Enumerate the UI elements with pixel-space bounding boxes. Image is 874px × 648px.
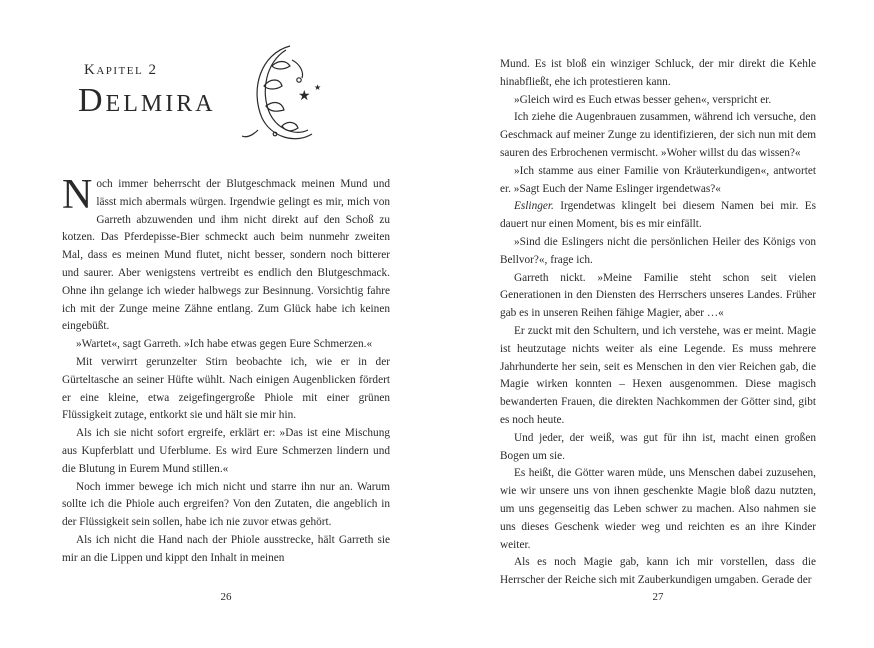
paragraph: Mit verwirrt gerunzelter Stirn beobachte ich, wie er in der Gürteltasche an seiner Hüfte wühlt. Nach einigen Augenblicken fördert er eine kleine, etwa zeigefingergroße Phiole mit einer grünen Flüssigkeit zutage, entkorkt sie und hält sie mir hin. — [62, 355, 390, 422]
left-body-text — [62, 172, 390, 568]
paragraph: »Gleich wird es Euch etwas besser gehen«, verspricht er. — [514, 93, 772, 106]
page-number: 27 — [652, 591, 664, 603]
paragraph: »Sind die Eslingers nicht die persönlichen Heiler des Königs von Bellvor?«, frage ich. — [500, 235, 816, 266]
paragraph: Als ich sie nicht sofort ergreife, erklärt er: »Das ist eine Mischung aus Kupferblatt und Uferblume. Es wird Eure Schmerzen lindern und die Blutung in Eurem Mund stillen.« — [62, 427, 390, 475]
paragraph: Und jeder, der weiß, was gut für ihn ist, macht einen großen Bogen um sie. — [500, 431, 816, 462]
paragraph: Als es noch Magie gab, kann ich mir vorstellen, dass die Herrscher der Reiche sich mit Zauberkundigen umgaben. Gerade der — [500, 556, 816, 587]
italic-name: Eslinger. — [514, 200, 554, 213]
paragraph: Er zuckt mit den Schultern, und ich verstehe, was er meint. Magie ist heutzutage nichts weiter als eine Legende. Es muss mehrere Jahrhunderte her sein, seit es Menschen in den vier Reichen gab, die Magie wirken konnten – Hexen ausgenommen. Diese magisch bewanderten Frauen, die direkten Nachkommen der Götter sind, gibt es noch heute. — [500, 324, 816, 426]
paragraph: »Ich stamme aus einer Familie von Kräuterkundigen«, antwortet er. »Sagt Euch der Name Eslinger irgendetwas?« — [500, 164, 816, 195]
paragraph: »Wartet«, sagt Garreth. »Ich habe etwas gegen Eure Schmerzen.« — [76, 338, 373, 351]
dropcap: N — [62, 172, 93, 218]
paragraph: Garreth nickt. »Meine Familie steht schon seit vielen Generationen in den Diensten des Herrschers unseres Landes. Früher gab es in unseren Reihen fähige Magier, aber …« — [500, 271, 816, 320]
left-page — [62, 0, 390, 648]
paragraph-text: Irgendetwas klingelt bei diesem Namen bei mir. Es dauert nur einen Moment, bis es mir einfällt. — [500, 200, 816, 231]
right-page — [500, 0, 816, 648]
star-small-icon: ★ — [314, 83, 322, 92]
page-number: 26 — [220, 591, 232, 603]
right-body-text — [500, 56, 816, 590]
paragraph: Mund. Es ist bloß ein winziger Schluck, der mir direkt die Kehle hinabfließt, ehe ich protestieren kann. — [500, 58, 816, 88]
paragraph — [500, 198, 816, 234]
paragraph: Noch immer bewege ich mich nicht und starre ihn nur an. Warum sollte ich die Phiole auch ergreifen? Von den Zutaten, die angeblich in der Flüssigkeit sein sollen, habe ich nie zuvor etwas gehört. — [62, 480, 390, 529]
chapter-label: Kapitel 2 — [84, 62, 158, 78]
chapter-heading — [62, 40, 390, 150]
paragraph — [62, 172, 390, 336]
vine-moon-ornament-icon — [242, 40, 332, 150]
paragraph: Es heißt, die Götter waren müde, uns Menschen dabei zuzusehen, wie wir unsere uns von ihnen geschenkte Magie bloß dazu nutzten, um uns gegenseitig das Leben schwer zu machen. Also nahmen sie uns dieses Geschenk wieder weg und reichten es an ihre Kinder weiter. — [500, 467, 816, 551]
paragraph-text: och immer beherrscht der Blutgeschmack meinen Mund und lässt mich abermals würgen. Irgendwie gelingt es mir, mich von Garreth abzuwenden und ihm nicht direkt auf den Schoß zu kotzen. Das Pferdepisse-Bier schmeckt auch beim nunmehr zweiten Mal, dass es meinen Mund flutet, nicht besser, sondern noch bitterer und saurer. Aber wenigstens vertreibt es endlich den Blutgeschmack. Ohne ihn gelange ich wieder halbwegs zur Besinnung. Vorsichtig fahre ich mit der Zunge meine Zähne entlang. Zum Glück habe ich keinen eingebüßt. — [62, 178, 390, 333]
paragraph: Ich ziehe die Augenbrauen zusammen, während ich versuche, den Geschmack auf meiner Zunge zu identifizieren, der sich nun mit dem sauren des Erbrochenen vermischt. »Woher willst du das wissen?« — [500, 111, 816, 159]
paragraph: Als ich nicht die Hand nach der Phiole ausstrecke, hält Garreth sie mir an die Lippen und kippt den Inhalt in meinen — [62, 533, 390, 564]
chapter-title: Delmira — [78, 82, 216, 119]
star-icon: ★ — [298, 89, 311, 104]
